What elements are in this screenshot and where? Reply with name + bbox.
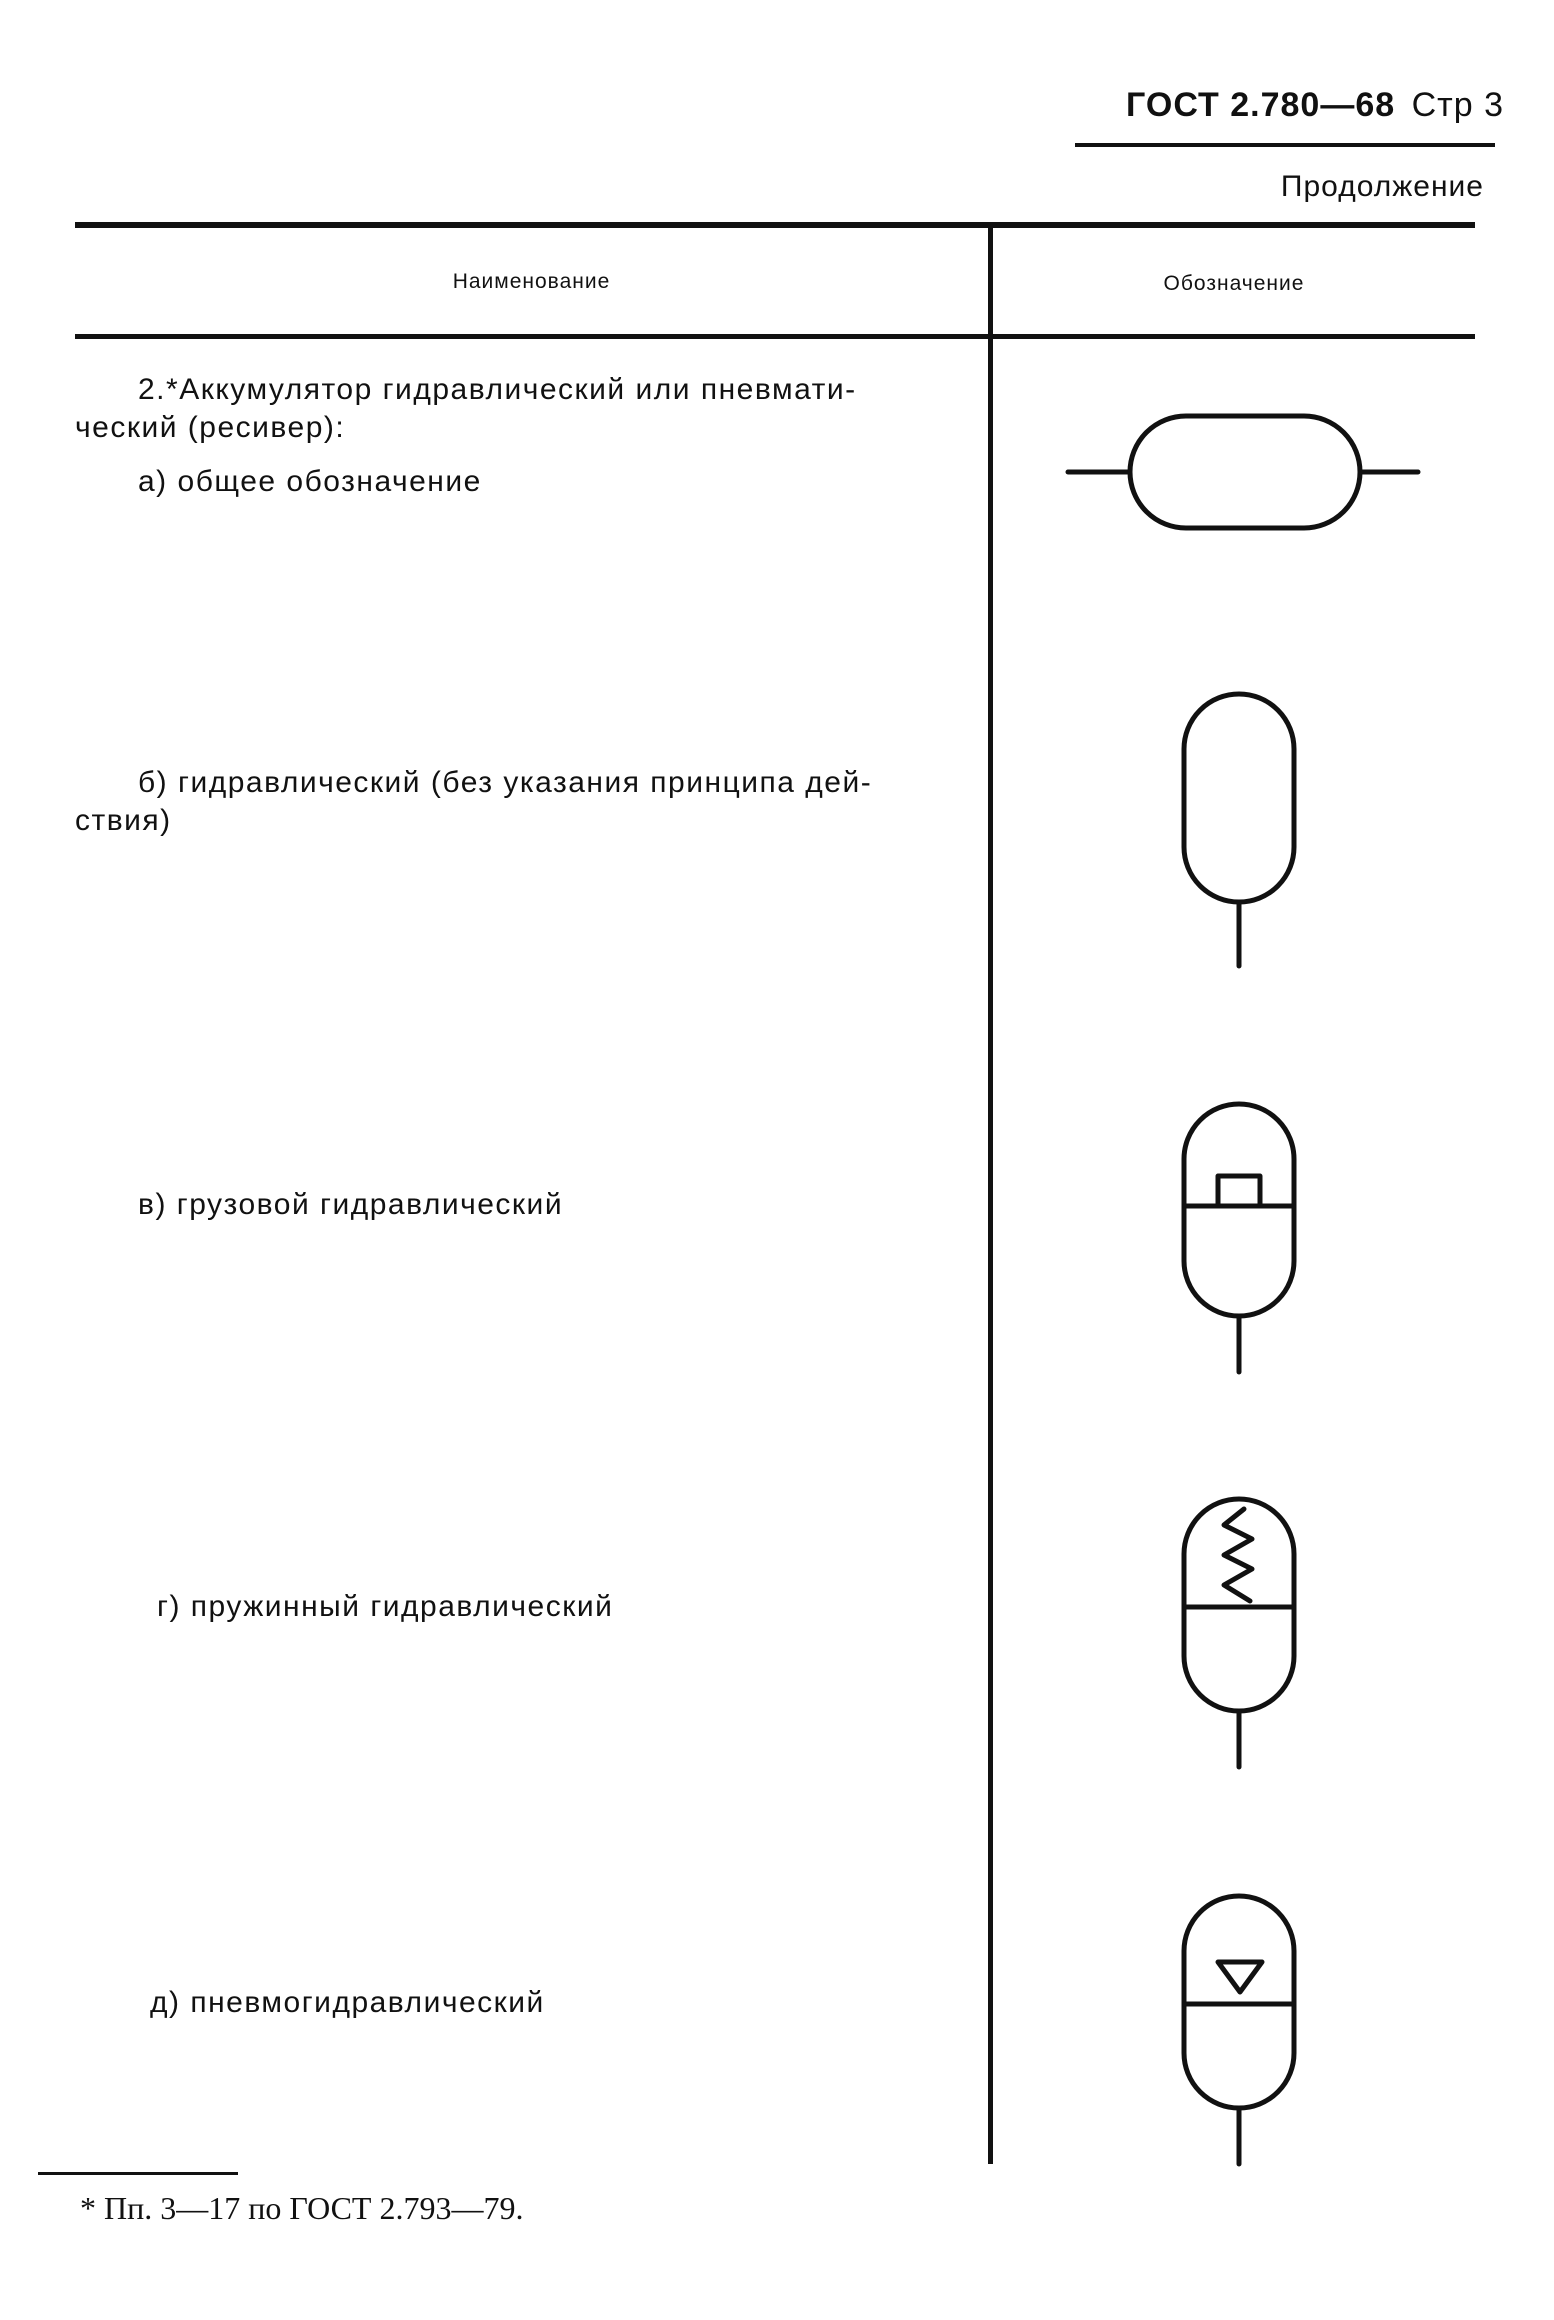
header-underline [1075, 143, 1495, 147]
page-header [1126, 86, 1504, 125]
accumulator-spring-icon [1180, 1495, 1300, 1770]
footnote: * Пп. 3—17 по ГОСТ 2.793—79. [80, 2190, 524, 2226]
accumulator-hydraulic-icon [1180, 690, 1300, 970]
footnote-separator [38, 2172, 238, 2175]
receiver-horizontal-icon [1060, 410, 1430, 540]
item-v-label: в) грузовой гидравлический [138, 1188, 564, 1221]
table-top-rule [75, 222, 1475, 228]
item-b-label-line2: ствия) [75, 804, 172, 837]
continuation-label: Продолжение [1280, 170, 1484, 203]
page-number: Стр 3 [1411, 86, 1504, 124]
table-header-rule [75, 334, 1475, 339]
item-heading-line2: ческий (ресивер): [75, 411, 346, 444]
accumulator-weight-icon [1180, 1100, 1300, 1375]
item-heading-line1: 2.*Аккумулятор гидравлический или пневмати- [138, 373, 857, 406]
standard-number: ГОСТ 2.780—68 [1126, 86, 1396, 124]
item-d-label: д) пневмогидравлический [150, 1986, 545, 2019]
item-g-label: г) пружинный гидравлический [157, 1590, 614, 1623]
table-column-divider [988, 222, 993, 2164]
accumulator-pneumohydraulic-icon [1180, 1892, 1300, 2167]
item-a-label: а) общее обозначение [138, 465, 482, 498]
column-header-name: Наименование [452, 270, 611, 293]
column-header-symbol: Обозначение [1163, 272, 1305, 295]
item-b-label-line1: б) гидравлический (без указания принципа дей- [138, 766, 873, 799]
